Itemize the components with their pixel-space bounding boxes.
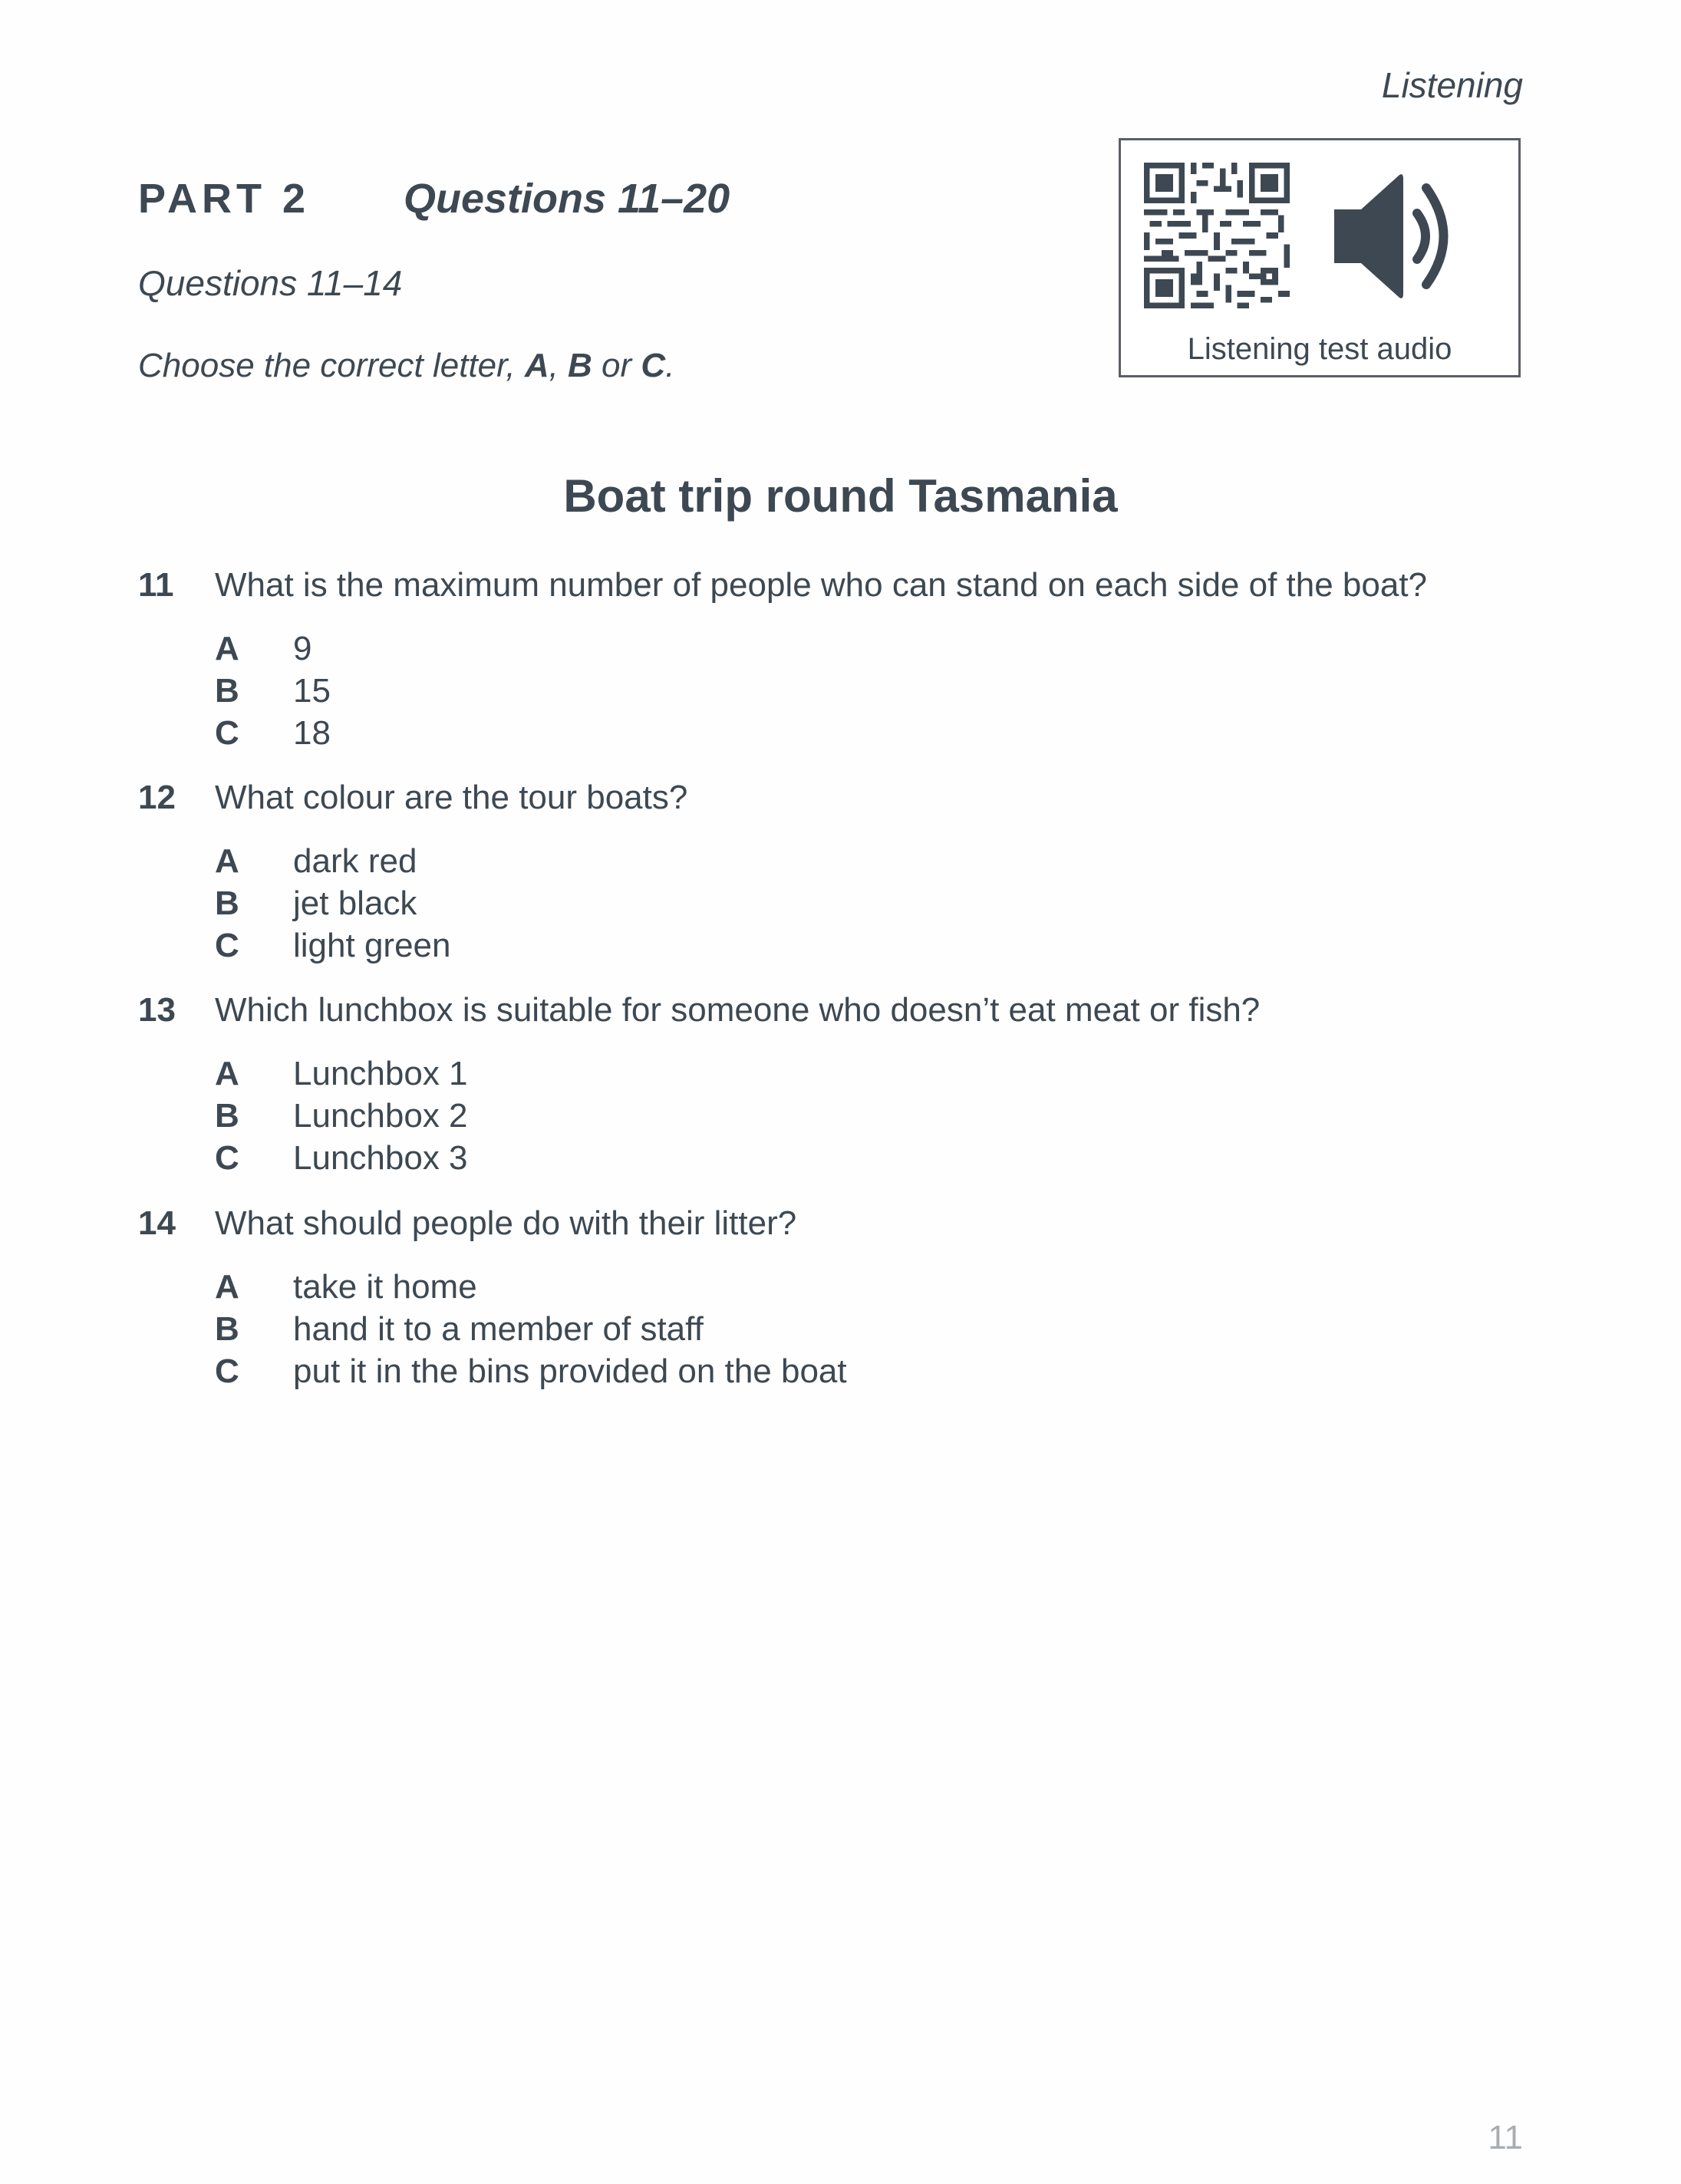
option-text: Lunchbox 1 — [293, 1055, 468, 1092]
option-letter: C — [215, 1352, 239, 1390]
audio-caption: Listening test audio — [1187, 332, 1452, 366]
question-14 — [138, 1204, 847, 1392]
option-text: light green — [293, 927, 451, 964]
option-a[interactable] — [215, 1052, 1260, 1095]
option-letter: A — [215, 630, 239, 667]
option-letter: B — [215, 1097, 239, 1135]
option-text: jet black — [293, 884, 417, 922]
audio-box[interactable] — [1119, 138, 1521, 377]
option-text: take it home — [293, 1268, 477, 1306]
question-text: What is the maximum number of people who can stand on each side of the boat? — [215, 566, 1428, 604]
instruction-letter-b: B — [568, 347, 592, 384]
option-text: hand it to a member of staff — [293, 1310, 704, 1348]
question-12 — [138, 779, 687, 967]
option-letter: B — [215, 1310, 239, 1348]
option-b[interactable] — [215, 670, 1427, 712]
instruction-sep: , — [549, 347, 569, 384]
option-b[interactable] — [215, 1095, 1260, 1137]
instruction-letter-c: C — [641, 347, 666, 384]
speaker-volume-icon[interactable] — [1327, 171, 1465, 301]
option-letter: B — [215, 672, 239, 710]
option-text: put it in the bins provided on the boat — [293, 1352, 847, 1390]
instruction — [138, 347, 674, 385]
question-number: 12 — [138, 779, 176, 816]
question-text: What should people do with their litter? — [215, 1204, 797, 1242]
option-text: 15 — [293, 672, 331, 710]
option-letter: B — [215, 884, 239, 922]
option-b[interactable] — [215, 1308, 847, 1350]
option-a[interactable] — [215, 1266, 847, 1308]
option-letter: C — [215, 1139, 239, 1177]
option-letter: A — [215, 1268, 239, 1306]
option-c[interactable] — [215, 1137, 1260, 1179]
instruction-suffix: . — [665, 347, 675, 384]
page-title: Boat trip round Tasmania — [563, 470, 1118, 522]
page-number: 11 — [1488, 2119, 1523, 2156]
option-text: dark red — [293, 842, 417, 880]
option-letter: A — [215, 842, 239, 880]
option-text: Lunchbox 3 — [293, 1139, 468, 1177]
qr-code-icon[interactable] — [1144, 162, 1290, 309]
section-label: Listening — [1381, 65, 1523, 105]
part-range: Questions 11–20 — [404, 176, 730, 222]
option-letter: A — [215, 1055, 239, 1092]
instruction-or: or — [592, 347, 641, 384]
question-number: 13 — [138, 991, 176, 1029]
question-text: What colour are the tour boats? — [215, 779, 688, 816]
question-number: 11 — [138, 566, 174, 604]
option-letter: C — [215, 714, 239, 752]
option-b[interactable] — [215, 882, 687, 924]
option-text: 18 — [293, 714, 331, 752]
question-11 — [138, 566, 1427, 754]
part-heading — [138, 175, 730, 222]
instruction-letter-a: A — [524, 347, 549, 384]
option-a[interactable] — [215, 628, 1427, 670]
sub-heading: Questions 11–14 — [138, 263, 403, 303]
question-number: 14 — [138, 1204, 176, 1242]
option-c[interactable] — [215, 924, 687, 967]
option-c[interactable] — [215, 712, 1427, 754]
option-a[interactable] — [215, 840, 687, 882]
option-c[interactable] — [215, 1350, 847, 1392]
option-text: Lunchbox 2 — [293, 1097, 468, 1135]
option-text: 9 — [293, 630, 312, 667]
question-text: Which lunchbox is suitable for someone who doesn’t eat meat or fish? — [215, 991, 1261, 1029]
part-label: PART 2 — [138, 176, 311, 222]
instruction-text: Choose the correct letter, — [138, 347, 525, 384]
question-13 — [138, 991, 1260, 1179]
option-letter: C — [215, 927, 239, 964]
